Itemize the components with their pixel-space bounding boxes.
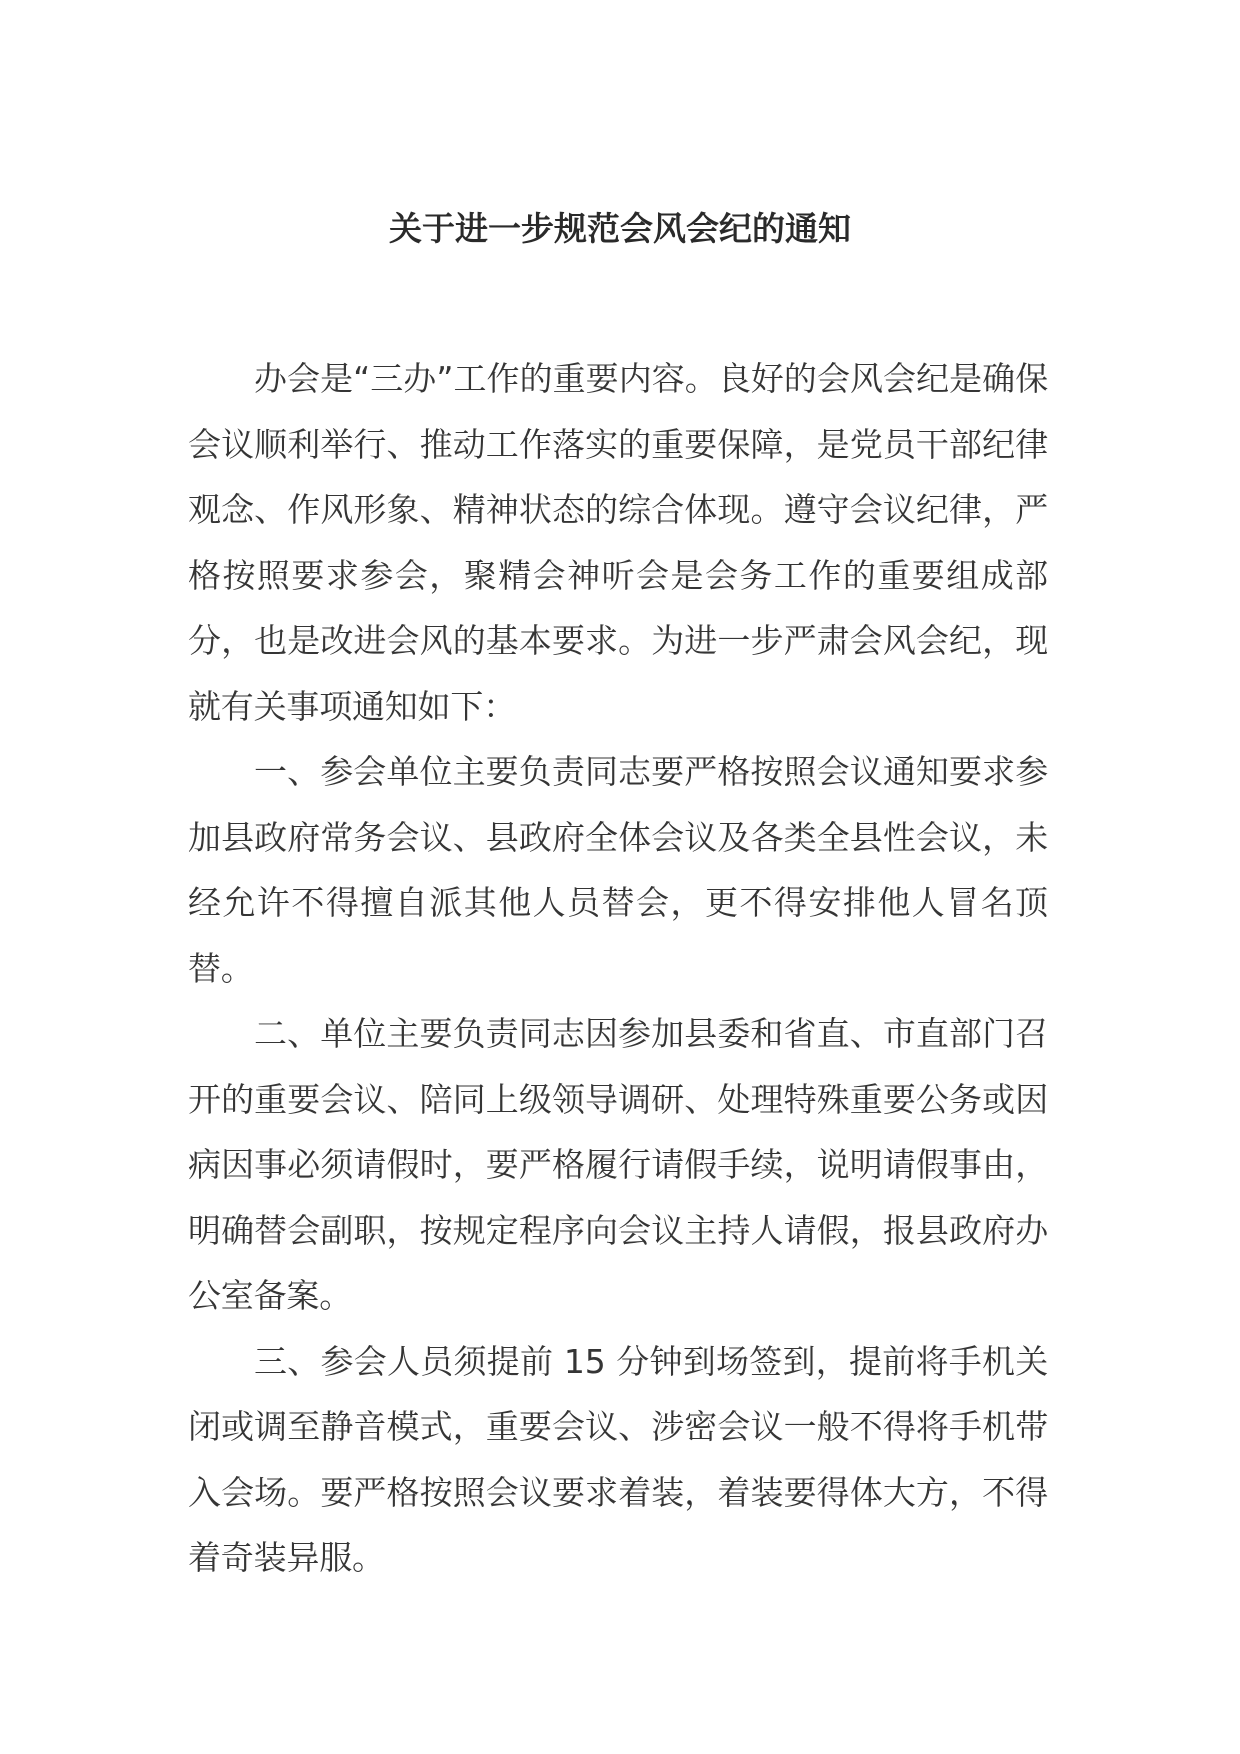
paragraph-item-3: 三、参会人员须提前 15 分钟到场签到，提前将手机关闭或调至静音模式，重要会议、涉密会议一般不得将手机带入会场。要严格按照会议要求着装，着装要得体大方，不得着奇装异服。 [188,1341,1048,1577]
document-body [188,346,1048,1591]
document-title: 关于进一步规范会风会纪的通知 [389,209,851,248]
paragraph-item-2: 二、单位主要负责同志因参加县委和省直、市直部门召开的重要会议、陪同上级领导调研、处理特殊重要公务或因病因事必须请假时，要严格履行请假手续，说明请假事由，明确替会副职，按规定程序向会议主持人请假，报县政府办公室备案。 [188,1014,1048,1315]
paragraph-item-1: 一、参会单位主要负责同志要严格按照会议通知要求参加县政府常务会议、县政府全体会议及各类全县性会议，未经允许不得擅自派其他人员替会，更不得安排他人冒名顶替。 [188,752,1048,988]
paragraph-intro: 办会是“三办”工作的重要内容。良好的会风会纪是确保会议顺利举行、推动工作落实的重要保障，是党员干部纪律观念、作风形象、精神状态的综合体现。遵守会议纪律，严格按照要求参会，聚精会神听会是会务工作的重要组成部分，也是改进会风的基本要求。为进一步严肃会风会纪，现就有关事项通知如下： [188,359,1048,726]
